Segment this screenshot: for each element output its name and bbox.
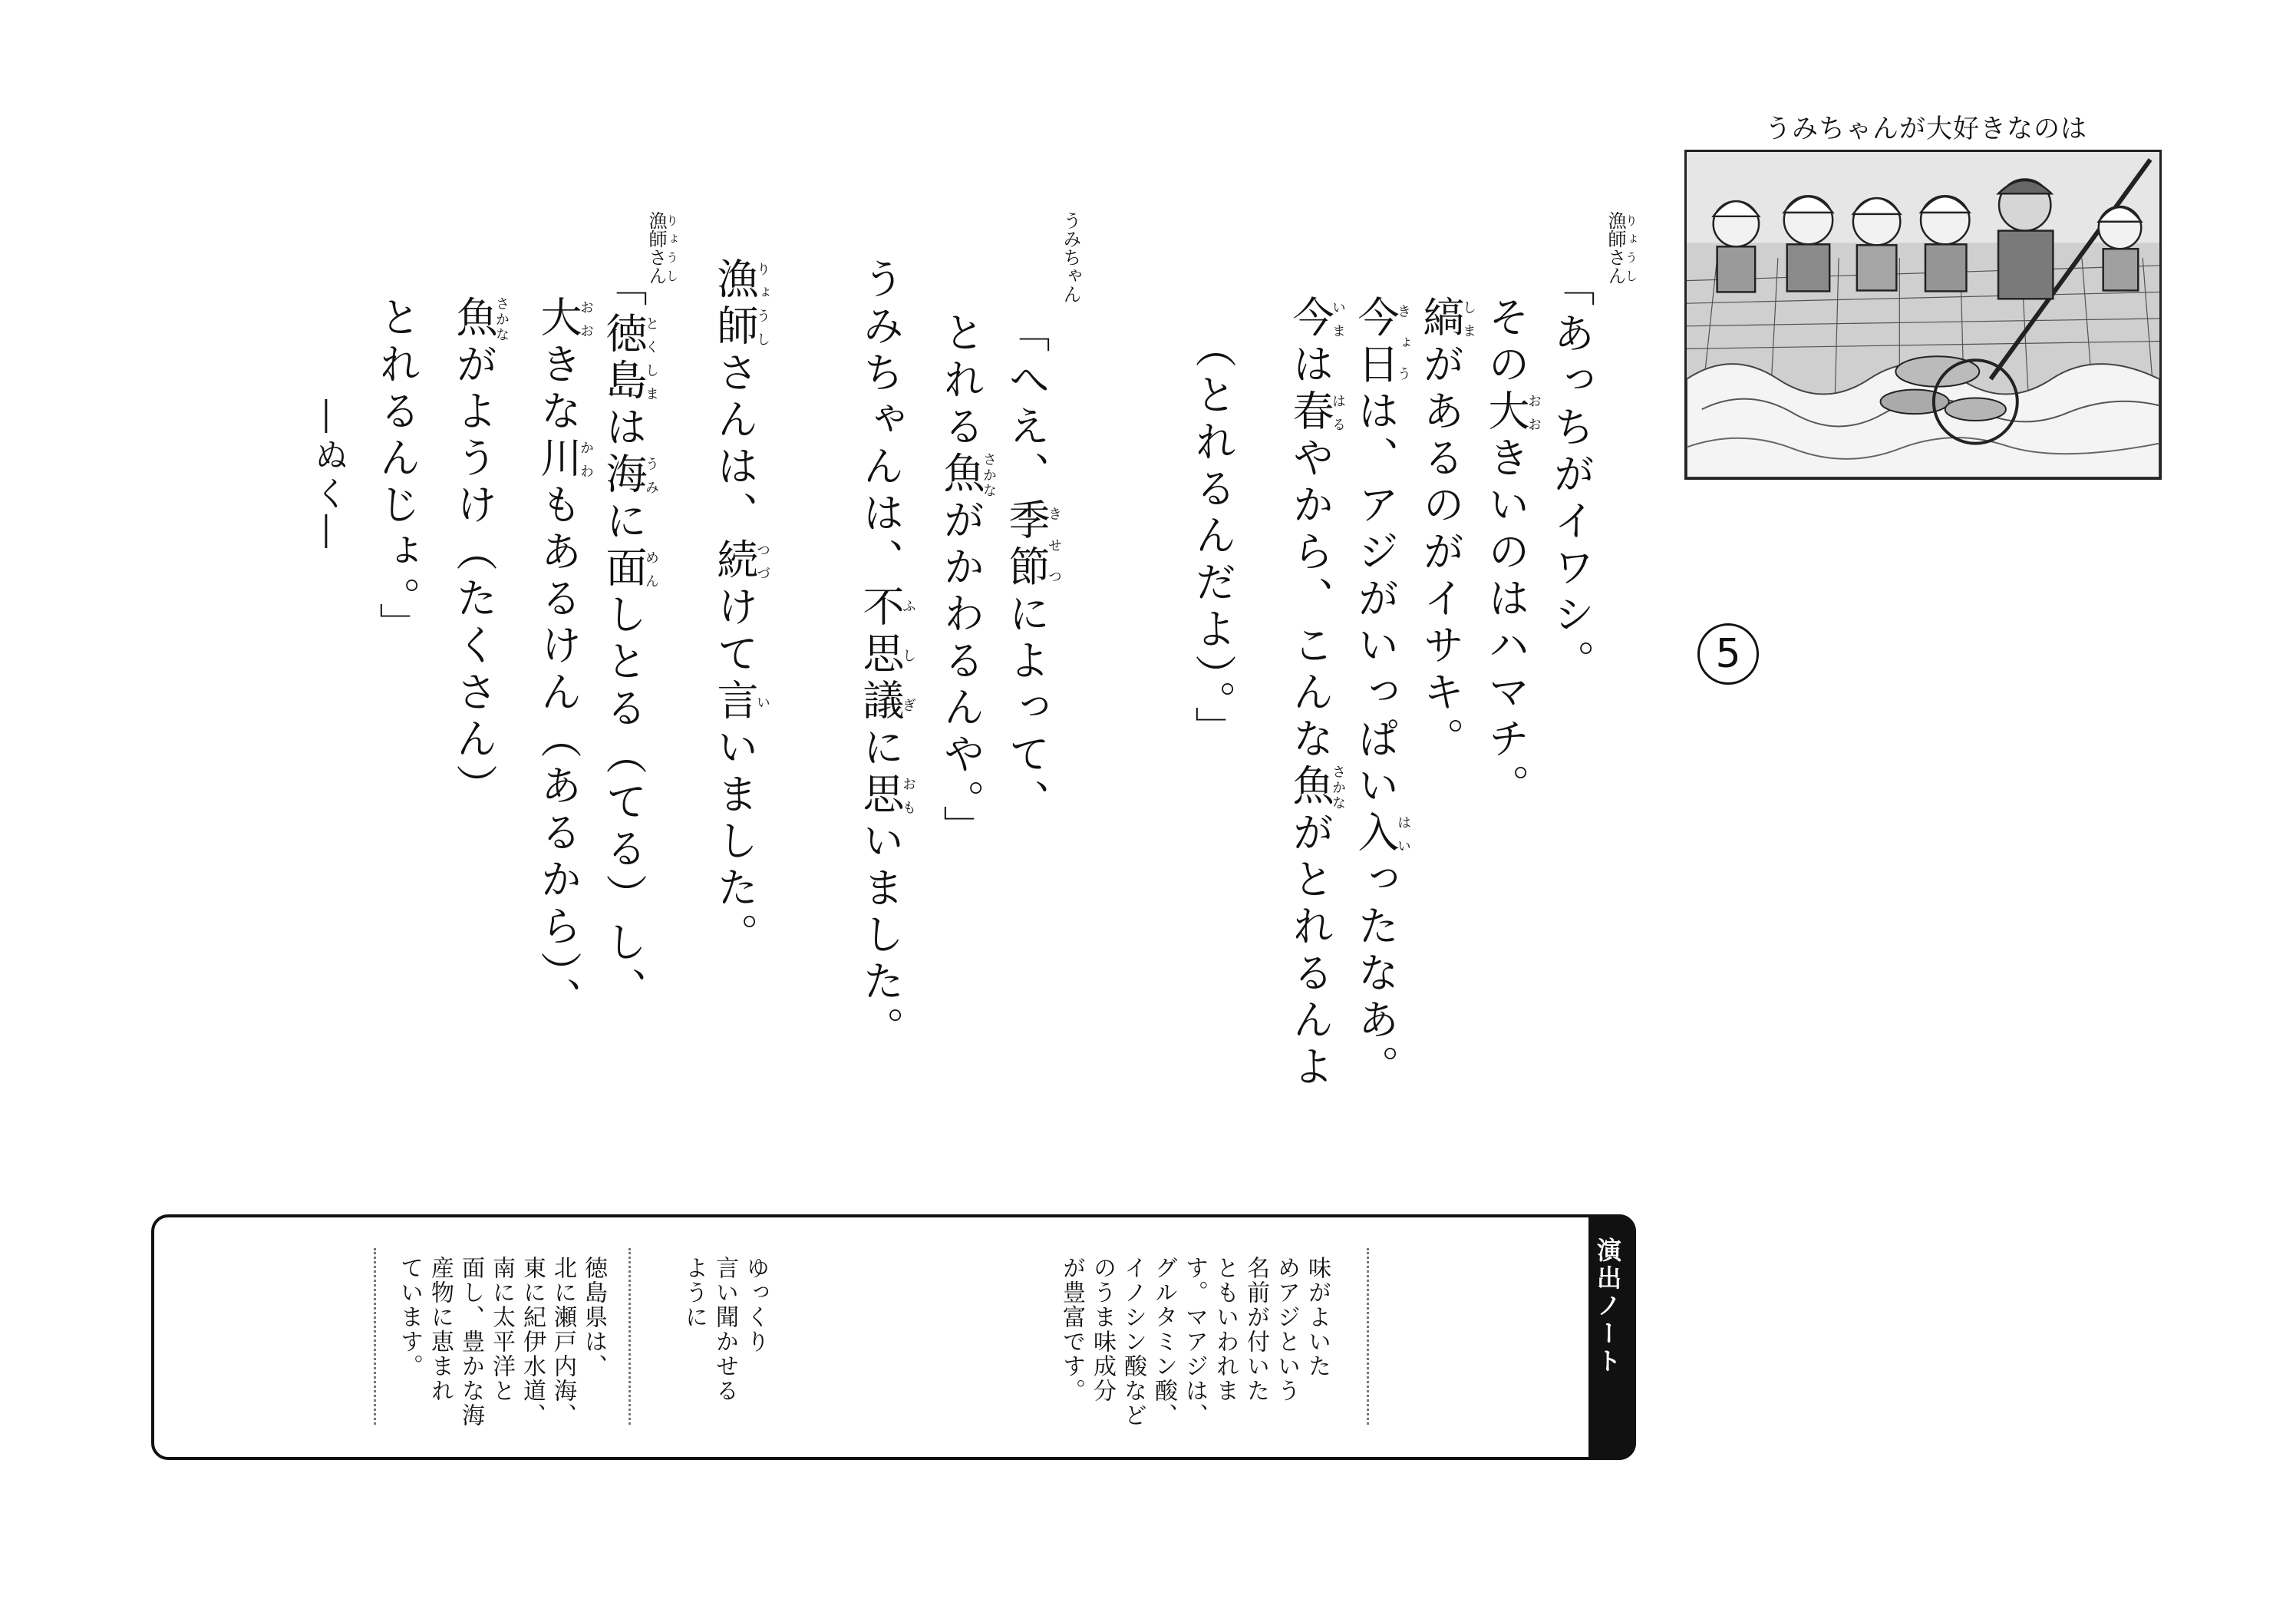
speaker-label-umi: うみちゃん <box>1060 211 1081 303</box>
story-line-5: 今いまは春はるやから、こんな魚さかながとれるんよ <box>1286 296 1346 1092</box>
story-line-3: 縞しまがあるのがイサキ。 <box>1417 296 1476 764</box>
note-aji-name: 味がよいた めアジという 名前が付いた ともいわれま す。マアジは、 グルタミン酸、 イノシン酸など のうま味成分 が豊富です。 <box>1058 1256 1331 1428</box>
story-line-2: その大おおきいのはハマチ。 <box>1482 296 1542 811</box>
story-line-10: 漁師りょうしさんは、続つづけて言いいました。 <box>711 257 770 960</box>
story-line-9: うみちゃんは、不思議ふしぎに思おもいました。 <box>856 257 916 1053</box>
illustration-caption: うみちゃんが大好きなのは <box>1765 114 2087 144</box>
story-line-7: 「へえ、季節きせつによって、 <box>1002 311 1062 826</box>
story-line-1: 「あっちがイワシ。 <box>1547 265 1595 686</box>
direction-notes-box <box>151 1214 1636 1460</box>
speaker-label-fisherman: 漁師さんりょうし <box>1605 211 1638 285</box>
page-number-badge: 5 <box>1697 623 1759 685</box>
story-line-13: 魚さかながようけ（たくさん） <box>450 296 510 811</box>
note-divider <box>374 1248 376 1425</box>
note-divider <box>628 1248 631 1425</box>
fishing-scene-image <box>1687 152 2159 477</box>
note-speak-slowly: ゆっくり 言い聞かせる ように <box>681 1256 769 1403</box>
note-divider <box>1367 1248 1369 1425</box>
fishing-illustration <box>1684 150 2162 480</box>
story-end-mark: ―ぬく― <box>308 399 348 553</box>
speaker-label-fisherman-2: 漁師さんりょうし <box>645 211 679 285</box>
direction-notes-tab <box>1588 1214 1636 1460</box>
story-line-4: 今日きょうは、アジがいっぱい入はいったなあ。 <box>1351 296 1411 1092</box>
story-line-14: とれるんじょ。」 <box>373 296 421 649</box>
story-line-8: とれる魚さかながかわるんや。」 <box>937 311 997 852</box>
note-tokushima: 徳島県は、 北に瀬戸内海、 東に紀伊水道、 南に太平洋と 面し、豊かな海 産物に恵まれ ています。 <box>396 1256 607 1428</box>
direction-notes-title: 演出ノート <box>1593 1237 1622 1376</box>
story-line-12: 大おおきな川かわもあるけん（あるから）、 <box>534 296 594 1024</box>
story-line-6: （とれるんだよ）。」 <box>1189 326 1237 753</box>
story-line-11: 「徳島とくしまは海うみに面めんしとる（てる）し、 <box>599 265 659 1014</box>
